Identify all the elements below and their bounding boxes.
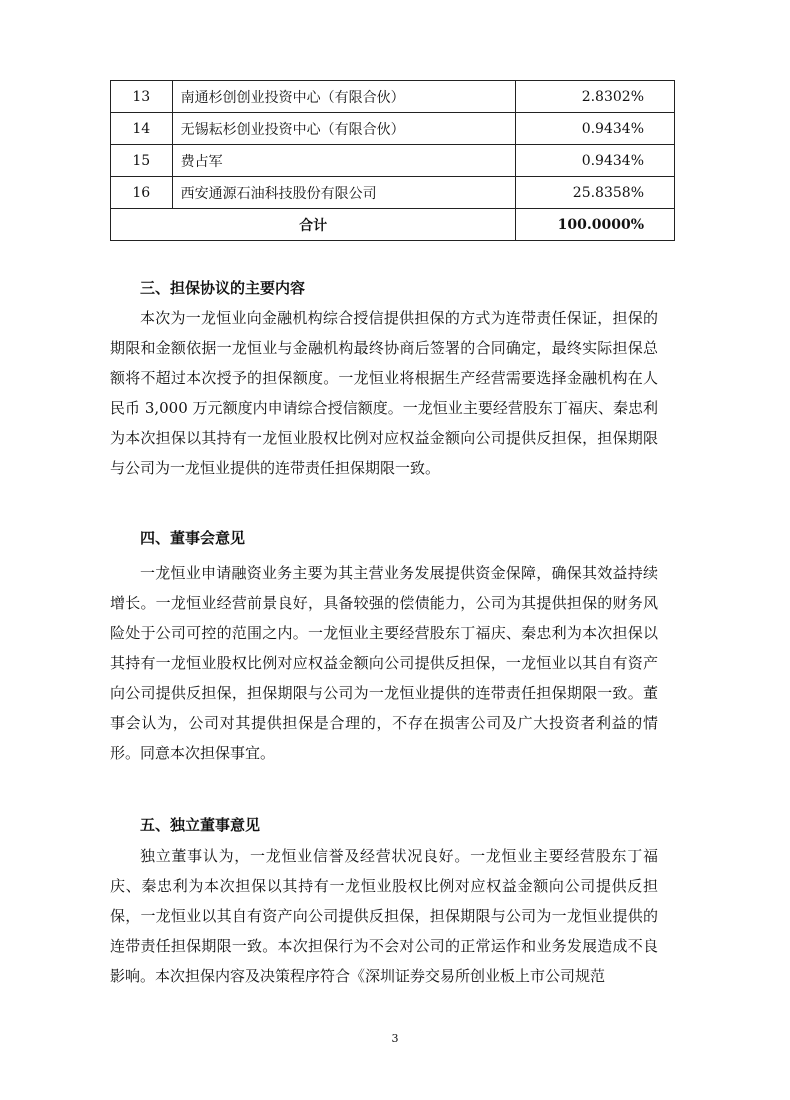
section-heading-independent-director-opinion: 五、独立董事意见 bbox=[140, 816, 261, 834]
paragraph: 一龙恒业申请融资业务主要为其主营业务发展提供资金保障，确保其效益持续增长。一龙恒业经营前景良好，具备较强的偿债能力，公司为其提供担保的财务风险处于公司可控的范围之内。一龙恒业主要经营股东丁福庆、秦忠利为本次担保以其持有一龙恒业股权比例对应权益金额向公司提供反担保，一龙恒业以其自有资产向公司提供反担保，担保期限与公司为一龙恒业提供的连带责任担保期限一致。董事会认为，公司对其提供担保是合理的，不存在损害公司及广大投资者利益的情形。同意本次担保事宜。 bbox=[110, 564, 658, 762]
shareholder-name: 南通杉创创业投资中心（有限合伙） bbox=[172, 81, 516, 113]
row-number: 15 bbox=[111, 145, 173, 177]
shareholding-percent: 25.8358% bbox=[516, 177, 675, 209]
shareholder-name: 无锡耘杉创业投资中心（有限合伙） bbox=[172, 113, 516, 145]
table-row bbox=[111, 81, 675, 113]
row-number: 13 bbox=[111, 81, 173, 113]
paragraph: 独立董事认为，一龙恒业信誉及经营状况良好。一龙恒业主要经营股东丁福庆、秦忠利为本次担保以其持有一龙恒业股权比例对应权益金额向公司提供反担保，一龙恒业以其自有资产向公司提供反担保，担保期限与公司为一龙恒业提供的连带责任担保期限一致。本次担保行为不会对公司的正常运作和业务发展造成不良影响。本次担保内容及决策程序符合《深圳证券交易所创业板上市公司规范 bbox=[110, 847, 658, 985]
shareholding-percent: 2.8302% bbox=[516, 81, 675, 113]
row-number: 14 bbox=[111, 113, 173, 145]
total-percent: 100.0000% bbox=[516, 209, 675, 241]
shareholding-percent: 0.9434% bbox=[516, 145, 675, 177]
section-heading-guarantee-agreement: 三、担保协议的主要内容 bbox=[140, 279, 306, 297]
shareholder-table bbox=[110, 80, 675, 241]
table-row bbox=[111, 177, 675, 209]
page-number: 3 bbox=[391, 1032, 399, 1045]
section-body-board-opinion bbox=[110, 558, 658, 768]
section-body-independent-director-opinion bbox=[110, 841, 658, 991]
section-heading-board-opinion: 四、董事会意见 bbox=[140, 529, 246, 547]
row-number: 16 bbox=[111, 177, 173, 209]
shareholder-name: 西安通源石油科技股份有限公司 bbox=[172, 177, 516, 209]
paragraph: 本次为一龙恒业向金融机构综合授信提供担保的方式为连带责任保证，担保的期限和金额依据一龙恒业与金融机构最终协商后签署的合同确定，最终实际担保总额将不超过本次授予的担保额度。一龙恒业将根据生产经营需要选择金融机构在人民币 3,000 万元额度内申请综合授信额度。一龙恒业主要经营股东丁福庆、秦忠利为本次担保以其持有一龙恒业股权比例对应权益金额向公司提供反担保，担保期限与公司为一龙恒业提供的连带责任担保期限一致。 bbox=[110, 309, 658, 477]
total-label: 合计 bbox=[111, 209, 516, 241]
shareholder-name: 费占军 bbox=[172, 145, 516, 177]
table-total-row bbox=[111, 209, 675, 241]
table-row bbox=[111, 113, 675, 145]
table-row bbox=[111, 145, 675, 177]
shareholding-percent: 0.9434% bbox=[516, 113, 675, 145]
section-body-guarantee-agreement bbox=[110, 303, 658, 483]
